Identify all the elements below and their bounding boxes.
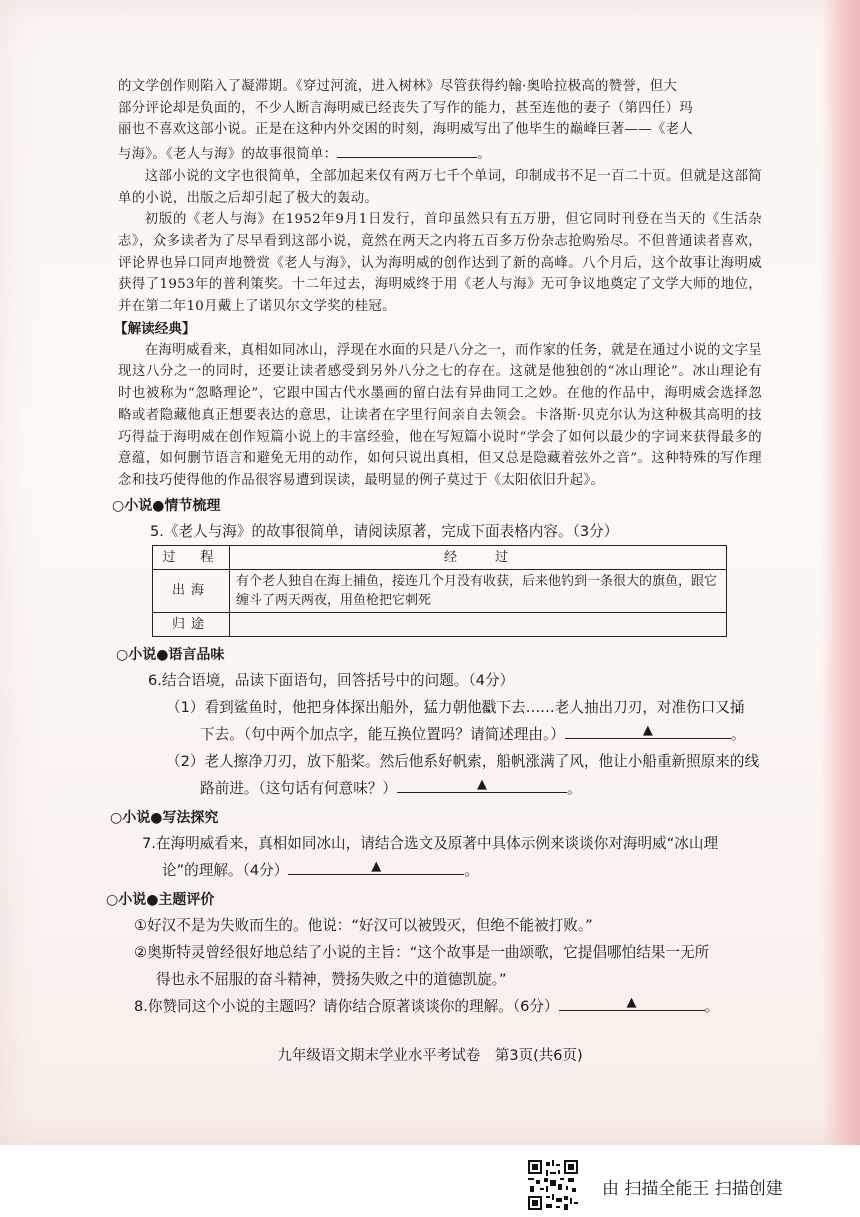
table-cell-stage: 出海: [153, 569, 230, 612]
page-footer: 九年级语文期末学业水平考试卷 第3页(共6页): [277, 1048, 583, 1064]
passage-line: 部分评论却是负面的，不少人断言海明威已经丧失了写作的能力，甚至连他的妻子（第四任）玛: [118, 100, 694, 116]
question-8: 8.你赞同这个小说的主题吗？请你结合原著谈谈你的理解。（6分） ▲ 。: [134, 994, 720, 1015]
table-cell-answer[interactable]: [230, 612, 727, 636]
theme-quote-2: ②奥斯特灵曾经很好地总结了小说的主旨：“这个故事是一曲颂歌，它提倡哪怕结果一无所: [134, 943, 710, 961]
question-6: 6.结合语境，品读下面语句，回答括号中的问题。（4分）: [148, 671, 515, 689]
passage-line: 与海》。《老人与海》的故事很简单：: [118, 147, 338, 163]
answer-blank[interactable]: [565, 722, 731, 739]
plot-table: [152, 545, 727, 637]
answer-marker-icon: ▲: [477, 776, 488, 792]
table-header-cell: 经 过: [230, 545, 727, 569]
passage-line: 的文学创作则陷入了凝滞期。《穿过河流，进入树林》尽管获得约翰·奥哈拉极高的赞誉，但大: [118, 79, 678, 94]
theme-quote-2-cont: 得也永不屈服的奋斗精神，赞扬失败之中的道德凯旋。”: [156, 970, 507, 988]
page-edge-shadow: [822, 0, 860, 1145]
scanner-watermark: [528, 1160, 858, 1210]
question-7: 7.在海明威看来，真相如同冰山，请结合选文及原著中具体示例来谈谈你对海明威“冰山理: [142, 834, 719, 852]
answer-marker-icon: ▲: [642, 722, 653, 738]
passage-paragraph-3: 初版的《老人与海》在1952年9月1日发行，首印虽然只有五万册，但它同时刊登在当天的《生活杂志》，众多读者为了尽早看到这部小说，竟然在两天之内将五百多万份杂志抢购殆尽。不但普通读者喜欢，评论界也异口同声地赞赏《老人与海》，认为海明威的创作达到了新的高峰。八个月后，这个故事让海明威获得了1953年的普利策奖。十二年过去，海明威终于用《老人与海》无可争议地奠定了文学大师的地位，并在第二年10月戴上了诺贝尔文学奖的桂冠。: [118, 212, 762, 315]
passage-paragraph-1: 的文学创作则陷入了凝滞期。《穿过河流，进入树林》尽管获得约翰·奥哈拉极高的赞誉，但大 部分评论却是负面的，不少人断言海明威已经丧失了写作的能力，甚至连他的妻子（第四任）玛 丽也不喜欢这部小说。正是在这种内外交困的时刻，海明威写出了他毕生的巅峰巨著——《老人 与海》。《老人与海》的故事很简单： 。: [118, 79, 694, 163]
table-row: [153, 569, 727, 612]
passage-paragraph-4: 在海明威看来，真相如同冰山，浮现在水面的只是八分之一，而作家的任务，就是在通过小说的文字呈现这八分之一的同时，还要让读者感受到另外八分之七的存在。这就是他独创的“冰山理论”。冰山理论有时也被称为“忽略理论”，它跟中国古代水墨画的留白法有异曲同工之妙。在他的作品中，海明威会选择忽略或者隐藏他真正想要表达的意思，让读者在字里行间亲自去领会。卡洛斯·贝克尔认为这种极其高明的技巧得益于海明威在创作短篇小说上的丰富经验，他在写短篇小说时“学会了如何以最少的字词来获得最多的意蕴，如何删节语言和避免无用的动作，如何只说出真相，但又总是隐藏着弦外之音”。这种特殊的写作理念和技巧使得他的作品很容易遭到误读，最明显的例子莫过于《太阳依旧升起》。: [118, 342, 762, 488]
question-6-1: （1）看到鲨鱼时，他把身体探出船外，猛力朝他戳下去……老人抽出刀刃，对准伤口又捅: [166, 698, 745, 716]
answer-marker-icon: ▲: [626, 994, 637, 1010]
dotted-char: 捅: [729, 698, 745, 716]
passage-line: 丽也不喜欢这部小说。正是在这种内外交困的时刻，海明威写出了他毕生的巅峰巨著——《老人: [118, 122, 694, 138]
table-header-row: [153, 545, 727, 569]
table-row: [153, 612, 727, 636]
page-content: [106, 76, 762, 1020]
dotted-char: 戳: [481, 698, 497, 716]
passage-paragraph-2: 这部小说的文字也很简单，全部加起来仅有两万七千个单词，印制成书不足一百二十页。但就是这部简单的小说，出版之后却引起了极大的轰动。: [118, 168, 762, 206]
question-7-cont: 论”的理解。（4分） ▲ 。: [162, 858, 479, 879]
answer-blank[interactable]: [337, 141, 477, 158]
section-title-theme: ○小说●主题评价: [106, 891, 215, 908]
question-6-2-cont: 路前进。（这句话有何意味？） ▲ 。: [200, 776, 582, 797]
table-cell-stage: 归途: [153, 612, 230, 636]
section-title-plot: ○小说●情节梳理: [112, 497, 221, 514]
section-title-language: ○小说●语言品味: [116, 646, 225, 663]
question-5: 5.《老人与海》的故事很简单，请阅读原著，完成下面表格内容。（3分）: [150, 522, 619, 540]
section-header-classic: 【解读经典】: [114, 320, 196, 337]
question-6-1-cont: 下去。（句中两个加点字，能互换位置吗？请简述理由。） ▲ 。: [200, 722, 746, 743]
table-header-cell: 过 程: [153, 545, 230, 569]
section-title-writing: ○小说●写法探究: [110, 809, 219, 826]
watermark-text: 由 扫描全能王 扫描创建: [602, 1179, 783, 1199]
answer-blank[interactable]: [559, 994, 705, 1011]
answer-blank[interactable]: [288, 858, 464, 875]
question-6-2: （2）老人擦净刀刃，放下船桨。然后他系好帆索，船帆涨满了风，他让小船重新照原来的线: [166, 752, 760, 770]
answer-blank[interactable]: [397, 776, 567, 793]
answer-marker-icon: ▲: [371, 858, 382, 874]
qr-code-icon: [528, 1160, 578, 1210]
theme-quote-1: ①好汉不是为失败而生的。他说：“好汉可以被毁灭，但绝不能被打败。”: [134, 916, 593, 934]
table-cell-content: 有个老人独自在海上捕鱼，接连几个月没有收获，后来他钓到一条很大的旗鱼，跟它缠斗了两天两夜，用鱼枪把它刺死: [230, 569, 727, 612]
